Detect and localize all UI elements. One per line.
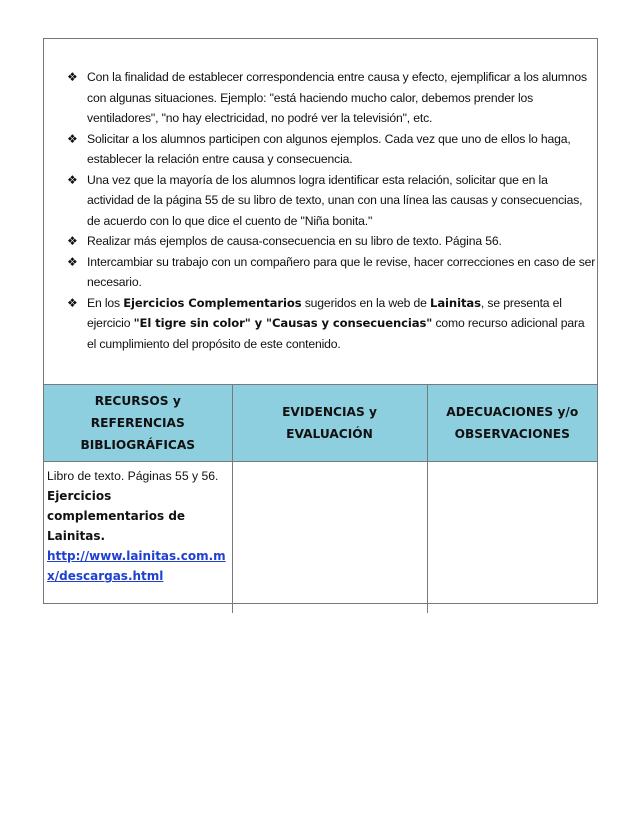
exercise-titles-bold: "El tigre sin color" y "Causas y consecuencias" <box>133 316 433 330</box>
diamond-bullet-icon: ❖ <box>67 234 78 248</box>
diamond-bullet-icon: ❖ <box>67 131 78 146</box>
activity-list <box>66 67 596 354</box>
content-frame <box>43 38 598 604</box>
exercises-bold: Ejercicios Complementarios <box>123 295 302 310</box>
list-item: ❖ En los Ejercicios Complementarios sugeridos en la web de Lainitas, se presenta el ejercicio "El tigre sin color" y "Causas y consecuencias" como recurso adicional para el cumplimiento del propósito de este contenido. <box>66 293 596 355</box>
adecuaciones-cell <box>427 462 597 614</box>
lainitas-link[interactable]: http://www.lainitas.com.mx/descargas.html <box>47 549 226 583</box>
list-item: ❖ Con la finalidad de establecer correspondencia entre causa y efecto, ejemplificar a los alumnos con algunas situaciones. Ejemplo: "está haciendo mucho calor, debemos prender los ventiladores", "no hay electricidad, no podré ver la televisión", etc. <box>66 67 596 129</box>
list-item: ❖ Realizar más ejemplos de causa-consecuencia en su libro de texto. Página 56. <box>66 231 596 252</box>
complementary-exercises: Ejercicios complementarios de Lainitas. <box>47 489 186 543</box>
textbook-reference: Libro de texto. Páginas 55 y 56. <box>47 469 219 483</box>
list-item: ❖ Solicitar a los alumnos participen con algunos ejemplos. Cada vez que uno de ellos lo haga, establecer la relación entre causa y consecuencia. <box>66 129 596 170</box>
list-item: ❖ Intercambiar su trabajo con un compañero para que le revise, hacer correcciones en caso de ser necesario. <box>66 252 596 293</box>
list-item: ❖ Una vez que la mayoría de los alumnos logra identificar esta relación, solicitar que en la actividad de la página 55 de su libro de texto, unan con una línea las causas y consecuencias, de acuerdo con lo que dice el cuento de "Niña bonita." <box>66 170 596 232</box>
resources-table <box>44 384 597 613</box>
evidencias-cell <box>232 462 427 614</box>
diamond-bullet-icon: ❖ <box>67 172 78 187</box>
diamond-bullet-icon: ❖ <box>67 70 78 84</box>
diamond-bullet-icon: ❖ <box>67 254 78 269</box>
header-recursos: RECURSOS y REFERENCIAS BIBLIOGRÁFICAS <box>44 385 232 462</box>
diamond-bullet-icon: ❖ <box>67 295 78 310</box>
header-evidencias: EVIDENCIAS y EVALUACIÓN <box>232 385 427 462</box>
activities-section <box>44 39 597 384</box>
resources-cell <box>44 462 232 614</box>
lainitas-bold: Lainitas <box>430 295 481 310</box>
header-adecuaciones: ADECUACIONES y/o OBSERVACIONES <box>427 385 597 462</box>
